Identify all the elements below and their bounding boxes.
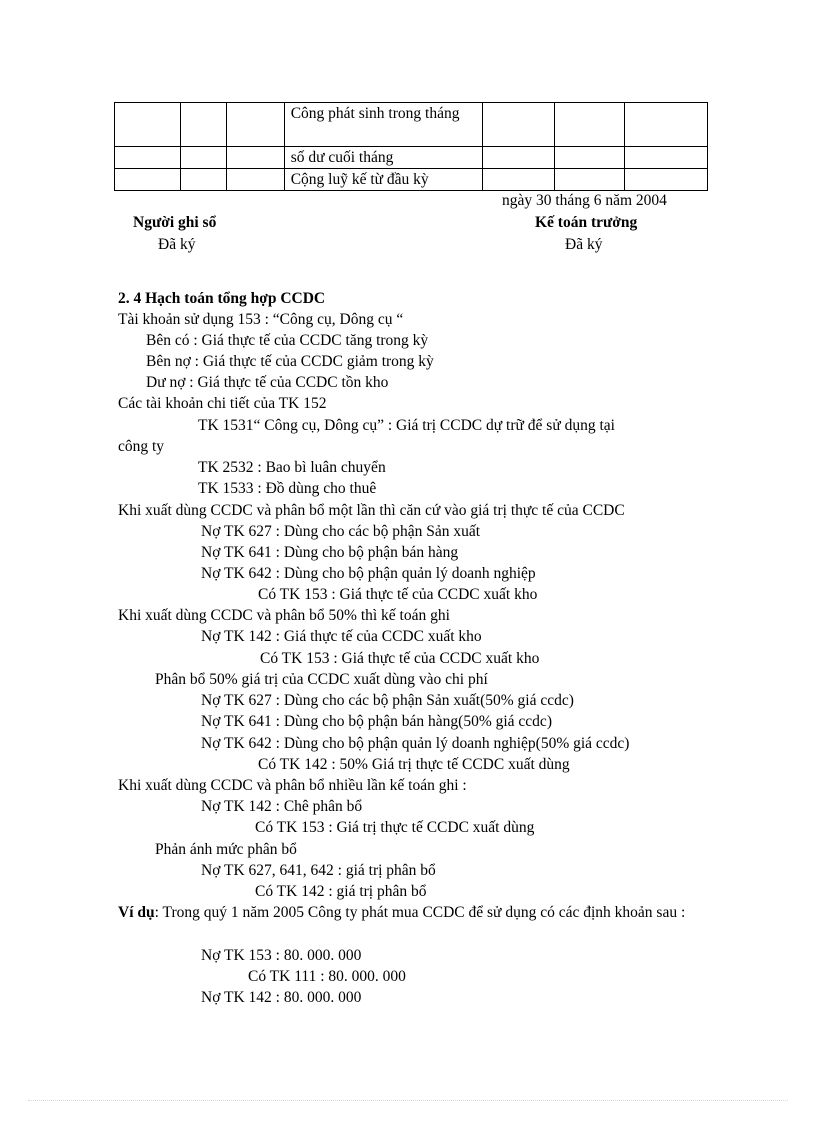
body-line: TK 1531“ Công cụ, Dông cụ” : Giá trị CCDC dự trữ để sử dụng tại — [198, 417, 615, 434]
body-line: Nợ TK 627 : Dùng cho các bộ phận Sản xuất — [201, 523, 481, 540]
signature-date: ngày 30 tháng 6 năm 2004 — [502, 192, 667, 209]
body-line: Nợ TK 627, 641, 642 : giá trị phân bổ — [201, 862, 436, 879]
example-label: Ví dụ — [118, 904, 155, 921]
example-paragraph — [118, 902, 698, 923]
table-row-label: Cộng luỹ kế từ đầu kỳ — [284, 169, 483, 191]
journal-entry: Nợ TK 153 : 80. 000. 000 — [201, 947, 362, 964]
example-text: : Trong quý 1 năm 2005 Công ty phát mua CCDC để sử dụng có các định khoản sau : — [154, 904, 686, 921]
table-row — [115, 169, 708, 191]
body-line: Có TK 153 : Giá thực tế của CCDC xuất kho — [260, 650, 540, 667]
body-line: Nợ TK 142 : Giá thực tế của CCDC xuất kho — [201, 628, 482, 645]
body-line: công ty — [118, 438, 165, 455]
body-line: Nợ TK 627 : Dùng cho các bộ phận Sản xuất(50% giá ccdc) — [201, 692, 574, 709]
chief-accountant-title: Kế toán trưởng — [535, 214, 638, 231]
table-row — [115, 103, 708, 147]
body-line: Nợ TK 641 : Dùng cho bộ phận bán hàng — [201, 544, 459, 561]
body-line: Dư nợ : Giá thực tế của CCDC tồn kho — [146, 374, 389, 391]
body-line: Có TK 153 : Giá thực tế của CCDC xuất kho — [258, 586, 538, 603]
body-line: TK 2532 : Bao bì luân chuyển — [198, 459, 386, 476]
recorder-signature: Đã ký — [158, 236, 196, 253]
recorder-title: Người ghi sổ — [133, 214, 217, 231]
body-line: TK 1533 : Đồ dùng cho thuê — [198, 480, 377, 497]
section-heading: 2. 4 Hạch toán tổng hợp CCDC — [118, 290, 326, 307]
body-line: Các tài khoản chi tiết của TK 152 — [118, 395, 327, 412]
body-line: Nợ TK 641 : Dùng cho bộ phận bán hàng(50% giá ccdc) — [201, 713, 552, 730]
ledger-table — [114, 102, 708, 191]
body-line: Khi xuất dùng CCDC và phân bổ nhiều lần kế toán ghi : — [118, 777, 467, 794]
body-line: Có TK 142 : giá trị phân bổ — [255, 883, 427, 900]
body-line: Tài khoản sử dụng 153 : “Công cụ, Dông cụ “ — [118, 311, 404, 328]
table-row — [115, 147, 708, 169]
journal-entry: Nợ TK 142 : 80. 000. 000 — [201, 989, 362, 1006]
chief-accountant-signature: Đã ký — [565, 236, 603, 253]
page-bottom-divider — [28, 1100, 788, 1101]
body-line: Khi xuất dùng CCDC và phân bổ một lần thì căn cứ vào giá trị thực tế của CCDC — [118, 502, 625, 519]
body-line: Nợ TK 142 : Chê phân bổ — [201, 798, 363, 815]
body-line: Có TK 142 : 50% Giá trị thực tế CCDC xuất dùng — [258, 756, 570, 773]
body-line: Có TK 153 : Giá trị thực tế CCDC xuất dùng — [255, 819, 535, 836]
body-line: Nợ TK 642 : Dùng cho bộ phận quản lý doanh nghiệp — [201, 565, 536, 582]
table-row-label: số dư cuối tháng — [284, 147, 483, 169]
body-line: Bên có : Giá thực tế của CCDC tăng trong kỳ — [146, 332, 429, 349]
body-line: Nợ TK 642 : Dùng cho bộ phận quản lý doanh nghiệp(50% giá ccdc) — [201, 735, 630, 752]
body-line: Phân bổ 50% giá trị của CCDC xuất dùng vào chi phí — [155, 671, 488, 688]
journal-entry: Có TK 111 : 80. 000. 000 — [248, 968, 406, 985]
body-line: Bên nợ : Giá thực tế của CCDC giảm trong kỳ — [146, 353, 434, 370]
table-row-label: Công phát sinh trong tháng — [284, 103, 483, 147]
body-line: Phản ánh mức phân bổ — [155, 841, 297, 858]
body-line: Khi xuất dùng CCDC và phân bổ 50% thì kế toán ghi — [118, 607, 450, 624]
